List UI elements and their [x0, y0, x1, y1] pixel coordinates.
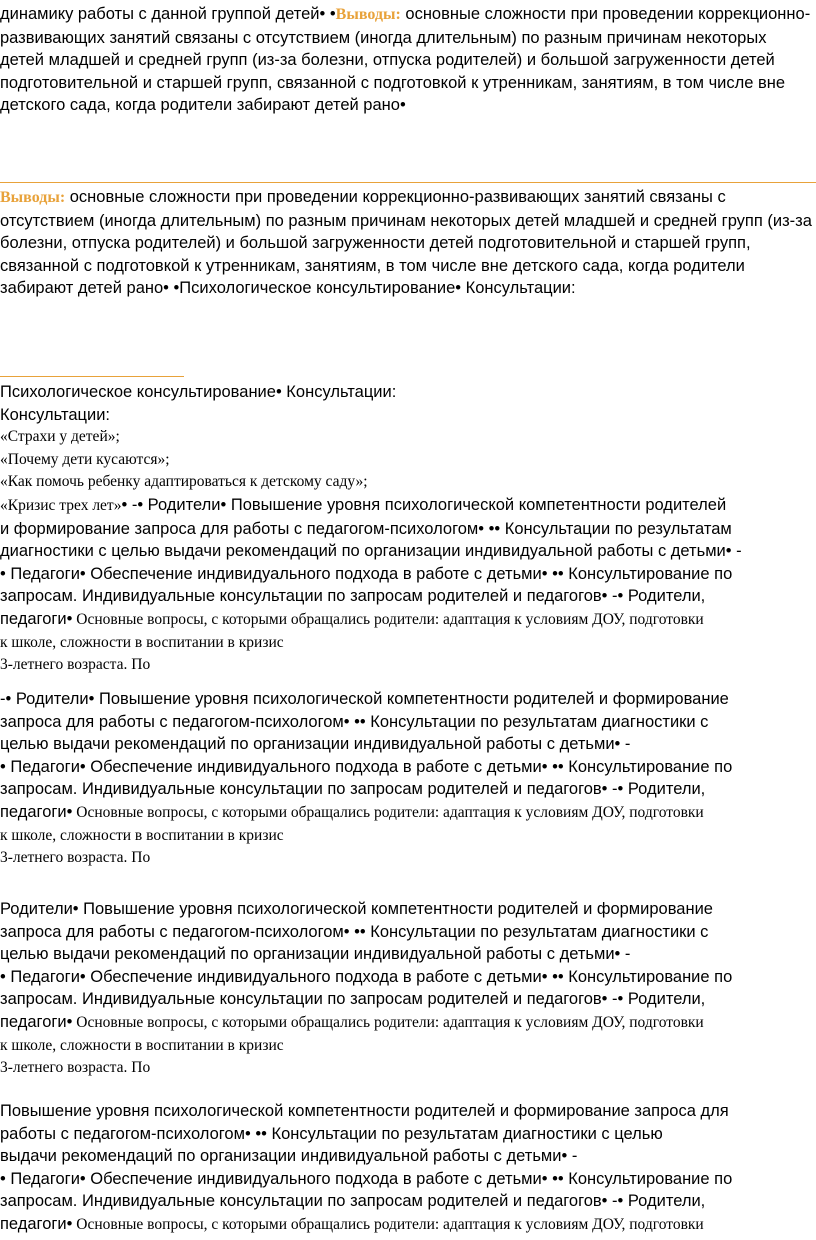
text-line: Основные вопросы, с которыми обращались родители: адаптация к условиям ДОУ, подготовки: [72, 610, 704, 628]
text-line: 3-летнего возраста. По: [0, 656, 151, 674]
topic-item: «Как помочь ребенку адаптироваться к детскому саду»;: [0, 473, 368, 491]
text-line: Основные вопросы, с которыми обращались родители: адаптация к условиям ДОУ, подготовки: [72, 803, 704, 821]
repeated-paragraph-3: [0, 1100, 812, 1237]
conclusions-label: Выводы:: [335, 6, 401, 23]
section-subheading: Консультации:: [0, 405, 110, 424]
topic-item: «Почему дети кусаются»;: [0, 450, 170, 468]
conclusion-paragraph-2: [0, 186, 812, 300]
text-line: • -• Родители• Повышение уровня психологической компетентности родителей: [121, 495, 727, 514]
consultation-section: [0, 381, 812, 677]
text-line: педагоги•: [0, 802, 73, 821]
text-line: педагоги•: [0, 1012, 73, 1031]
text-line: 3-летнего возраста. По: [0, 849, 151, 867]
section-divider: [0, 182, 816, 183]
text-line: • Педагоги• Обеспечение индивидуального подхода в работе с детьми• •• Консультирование по: [0, 564, 733, 583]
repeated-paragraph-2: [0, 898, 812, 1080]
text-line: к школе, сложности в воспитании в кризис: [0, 633, 284, 651]
text-line: запросам. Индивидуальные консультации по запросам родителей и педагогов• -• Родители,: [0, 990, 706, 1009]
text-line: запроса для работы с педагогом-психологом• •• Консультации по результатам диагностики с: [0, 922, 709, 941]
text-line: Родители• Повышение уровня психологической компетентности родителей и формирование: [0, 900, 713, 918]
text-line: запроса для работы с педагогом-психологом• •• Консультации по результатам диагностики с: [0, 712, 709, 731]
text-line: • Педагоги• Обеспечение индивидуального подхода в работе с детьми• •• Консультирование по: [0, 1169, 733, 1188]
text-line: запросам. Индивидуальные консультации по запросам родителей и педагогов• -• Родители,: [0, 780, 706, 799]
short-divider: [0, 376, 184, 377]
conclusion-text: основные сложности при проведении коррекционно-развивающих занятий связаны с отсутствием (иногда длительным) по разным причинам некоторых детей младшей и средней групп (из-за болезни, отпуска родителей) и большой загруженности детей подготовительной и старшей групп, связанной с подготовкой к утренникам, занятиям, в том числе вне детского сада, когда родители забирают детей рано• •Психологическое консультирование• Консультации:: [0, 188, 812, 298]
text-line: выдачи рекомендаций по организации индивидуальной работы с детьми• -: [0, 1147, 578, 1166]
conclusion-paragraph-1: [0, 3, 812, 117]
text-line: Основные вопросы, с которыми обращались родители: адаптация к условиям ДОУ, подготовки: [72, 1215, 704, 1233]
text-line: Основные вопросы, с которыми обращались родители: адаптация к условиям ДОУ, подготовки: [72, 1013, 704, 1031]
text-line: Повышение уровня психологической компетентности родителей и формирование запроса для: [0, 1102, 729, 1120]
text-line: целью выдачи рекомендаций по организации индивидуальной работы с детьми• -: [0, 735, 631, 754]
section-heading: Психологическое консультирование• Консультации:: [0, 383, 397, 401]
text-line: 3-летнего возраста. По: [0, 1059, 151, 1077]
paragraph-prefix: динамику работы с данной группой детей• •: [0, 5, 336, 23]
text-line: -• Родители• Повышение уровня психологической компетентности родителей и формирование: [0, 690, 729, 708]
text-line: • Педагоги• Обеспечение индивидуального подхода в работе с детьми• •• Консультирование по: [0, 757, 733, 776]
text-line: работы с педагогом-психологом• •• Консультации по результатам диагностики с целью: [0, 1124, 663, 1143]
text-line: педагоги•: [0, 1214, 73, 1233]
text-line: • Педагоги• Обеспечение индивидуального подхода в работе с детьми• •• Консультирование по: [0, 967, 733, 986]
text-line: запросам. Индивидуальные консультации по запросам родителей и педагогов• -• Родители,: [0, 1192, 706, 1211]
text-line: к школе, сложности в воспитании в кризис: [0, 1036, 284, 1054]
topic-item: «Кризис трех лет»: [0, 496, 122, 514]
topic-item: «Страхи у детей»;: [0, 428, 120, 446]
repeated-paragraph-1: [0, 688, 812, 870]
conclusion-text: основные сложности при проведении коррекционно-развивающих занятий связаны с отсутствием (иногда длительным) по разным причинам некоторых детей младшей и средней групп (из-за болезни, отпуска родителей) и большой загруженности детей подготовительной и старшей групп, связанной с подготовкой к утренникам, занятиям, в том числе вне детского сада, когда родители забирают детей рано•: [0, 5, 811, 115]
conclusions-label: Выводы:: [0, 189, 66, 206]
text-line: диагностики с целью выдачи рекомендаций по организации индивидуальной работы с детьми• -: [0, 542, 742, 561]
text-line: целью выдачи рекомендаций по организации индивидуальной работы с детьми• -: [0, 945, 631, 964]
text-line: педагоги•: [0, 609, 73, 628]
text-line: к школе, сложности в воспитании в кризис: [0, 826, 284, 844]
text-line: и формирование запроса для работы с педагогом-психологом• •• Консультации по результатам: [0, 519, 732, 538]
text-line: запросам. Индивидуальные консультации по запросам родителей и педагогов• -• Родители,: [0, 587, 706, 606]
